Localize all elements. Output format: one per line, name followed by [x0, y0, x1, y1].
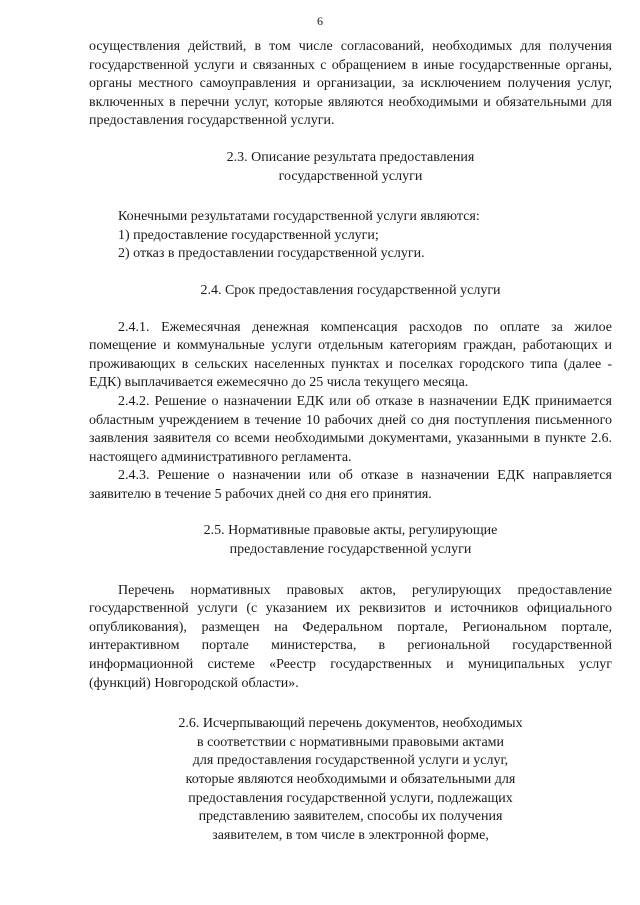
intro-paragraph: осуществления действий, в том числе согласований, необходимых для получения государственной услуги и связанных с обращением в иные государственные органы, органы местного самоуправления и организации, за исключением получения услуг, включенных в перечни услуг, которые являются необходимыми и обязательными для предоставления государственной услуги.	[89, 39, 612, 129]
section-2-3-heading	[89, 149, 612, 186]
section-2-6-heading-line: представлению заявителем, способы их получения	[198, 809, 503, 825]
section-2-6-heading-line: в соответствии с нормативными правовыми актами	[196, 734, 505, 750]
section-2-4-heading: 2.4. Срок предоставления государственной услуги	[200, 282, 501, 298]
section-2-3-heading-line1: 2.3. Описание результата предоставления	[226, 149, 475, 165]
section-2-3-heading-line2: государственной услуги	[278, 168, 423, 184]
section-2-6-heading-line: для предоставления государственной услуги и услуг,	[192, 753, 509, 769]
page-number: 6	[317, 14, 323, 28]
section-2-5-heading-line1: 2.5. Нормативные правовые акты, регулирующие	[203, 523, 498, 539]
section-2-6-heading	[89, 715, 612, 845]
section-2-6-heading-line: предоставления государственной услуги, подлежащих	[188, 790, 513, 806]
section-2-6-heading-line: заявителем, в том числе в электронной форме,	[212, 827, 489, 843]
clause-2-4-3: 2.4.3. Решение о назначении или об отказе в назначении ЕДК направляется заявителю в течение 5 рабочих дней со дня его принятия.	[89, 468, 612, 502]
section-2-5-heading-line2: предоставление государственной услуги	[229, 542, 472, 558]
section-2-5-heading	[89, 522, 612, 559]
section-2-5-body: Перечень нормативных правовых актов, регулирующих предоставление государственной услуги (с указанием их реквизитов и источников официального опубликования), размещен на Федеральном портале, Региональном портале, интерактивном портале министерства, в региональной государственной информационной системе «Реестр государственных и муниципальных услуг (функций) Новгородской области».	[89, 582, 612, 691]
section-2-6-heading-line: 2.6. Исчерпывающий перечень документов, необходимых	[178, 716, 523, 732]
clause-2-4-2: 2.4.2. Решение о назначении ЕДК или об отказе в назначении ЕДК принимается областным учреждением в течение 10 рабочих дней со дня поступления письменного заявления заявителя со всеми необходимыми документами, указанными в пункте 2.6. настоящего административного регламента.	[89, 393, 612, 465]
section-2-3-lead: Конечными результатами государственной услуги являются:	[118, 209, 480, 225]
section-2-6-heading-line: которые являются необходимыми и обязательными для	[185, 772, 516, 787]
document-body	[89, 38, 612, 845]
clause-2-4-1: 2.4.1. Ежемесячная денежная компенсация расходов по оплате за жилое помещение и коммунальные услуги отдельным категориям граждан, работающих и проживающих в сельских населенных пунктах и поселках городского типа (далее - ЕДК) выплачивается ежемесячно до 25 числа текущего месяца.	[89, 319, 612, 391]
result-item-1: 1) предоставление государственной услуги;	[118, 227, 379, 243]
result-item-2: 2) отказ в предоставлении государственной услуги.	[118, 246, 425, 262]
